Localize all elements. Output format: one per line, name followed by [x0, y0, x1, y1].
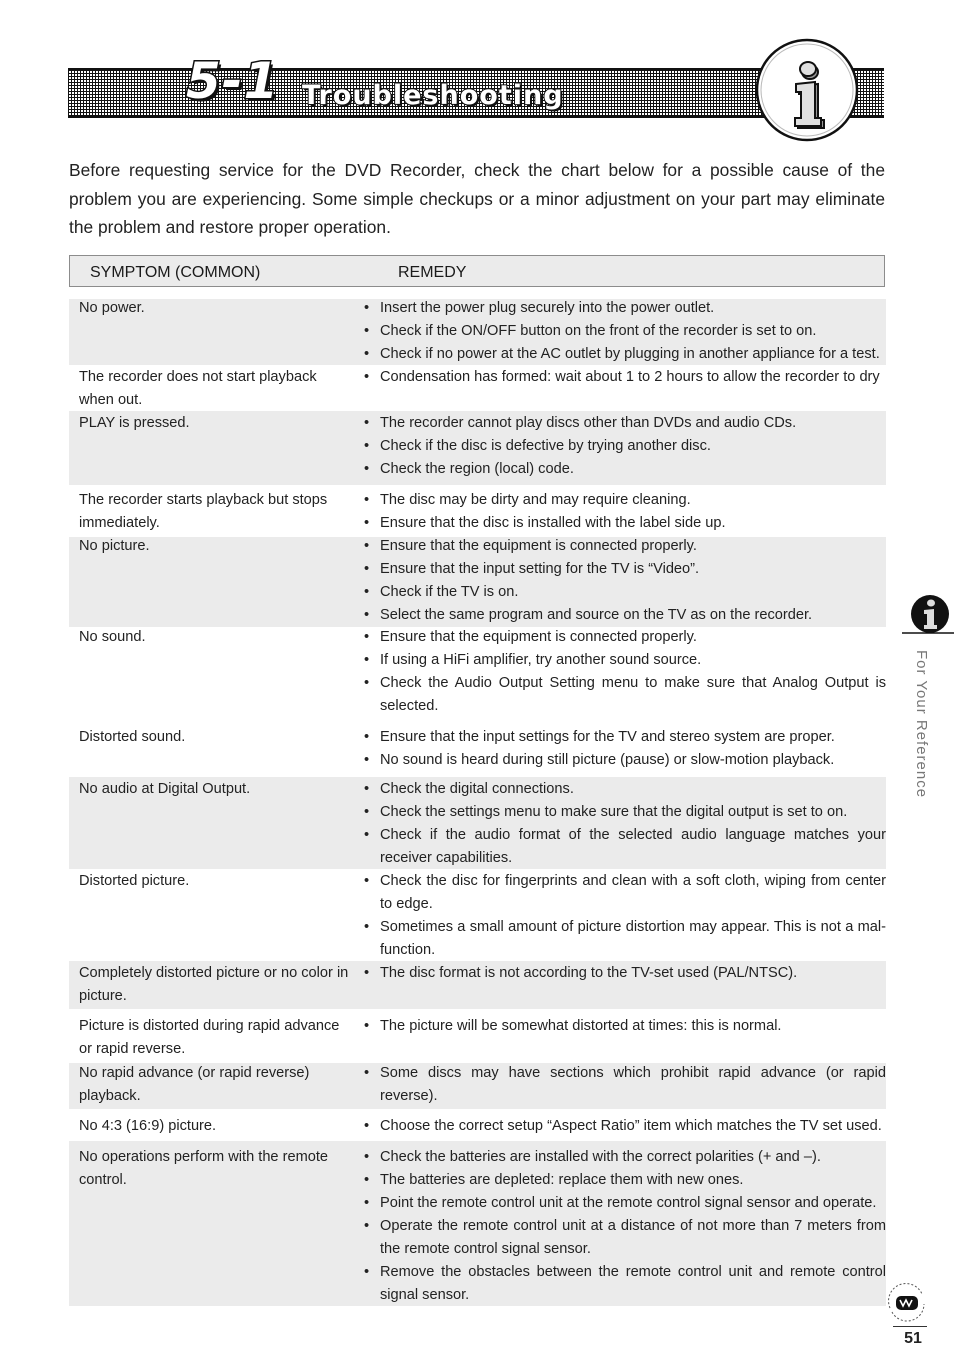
remedy-item: • Check if the ON/OFF button on the front of the recorder is set to on. — [362, 320, 886, 343]
symptom-cell: Picture is distorted during rapid advance or rapid reverse. — [79, 1018, 340, 1057]
remedy-item: • Operate the remote control unit at a distance of not more than 7 meters from the remote control signal sensor. — [362, 1215, 886, 1261]
remedy-cell — [362, 778, 886, 870]
symptom-cell: No operations perform with the remote control. — [79, 1149, 329, 1188]
remedy-column-header: REMEDY — [398, 264, 467, 281]
remedy-item: • Ensure that the input settings for the TV and stereo system are proper. — [362, 726, 886, 749]
remedy-cell — [362, 1015, 886, 1038]
remedy-cell — [362, 626, 886, 718]
symptom-cell: Distorted sound. — [79, 729, 186, 745]
remedy-cell — [362, 489, 886, 535]
remedy-cell — [362, 1146, 886, 1307]
remedy-item: • Check if the disc is defective by trying another disc. — [362, 435, 886, 458]
remedy-item: • The recorder cannot play discs other than DVDs and audio CDs. — [362, 412, 886, 435]
table-row — [69, 411, 886, 485]
symptom-cell: No picture. — [79, 538, 150, 554]
info-tab-icon — [902, 590, 954, 636]
symptom-cell: Distorted picture. — [79, 873, 190, 889]
remedy-item: • The disc may be dirty and may require cleaning. — [362, 489, 886, 512]
symptom-cell: No 4:3 (16:9) picture. — [79, 1118, 217, 1134]
remedy-item: • Check the batteries are installed with the correct polarities (+ and –). — [362, 1146, 886, 1169]
remedy-item: • Point the remote control unit at the remote control signal sensor and operate. — [362, 1192, 886, 1215]
table-row — [69, 537, 886, 627]
remedy-item: • Insert the power plug securely into the power outlet. — [362, 297, 886, 320]
remedy-item: • Ensure that the disc is installed with the label side up. — [362, 512, 886, 535]
symptom-cell: PLAY is pressed. — [79, 415, 190, 431]
remedy-cell — [362, 1115, 886, 1138]
symptom-cell: No rapid advance (or rapid reverse) playback. — [79, 1065, 310, 1104]
symptom-cell: Completely distorted picture or no color in picture. — [79, 965, 349, 1004]
table-row — [69, 869, 886, 961]
remedy-item: • Check the digital connections. — [362, 778, 886, 801]
remedy-item: • Check the settings menu to make sure that the digital output is set to on. — [362, 801, 886, 824]
remedy-item: • Sometimes a small amount of picture distortion may appear. This is not a mal- function. — [362, 916, 886, 962]
remedy-item: • Condensation has formed: wait about 1 to 2 hours to allow the recorder to dry — [362, 366, 886, 389]
remedy-item: • Check if the audio format of the selected audio language matches your receiver capabilities. — [362, 824, 886, 870]
remedy-item: • Ensure that the equipment is connected properly. — [362, 535, 886, 558]
remedy-item: • If using a HiFi amplifier, try another sound source. — [362, 649, 886, 672]
remedy-item: • Check the Audio Output Setting menu to make sure that Analog Output is selected. — [362, 672, 886, 718]
table-row — [69, 725, 886, 777]
symptom-cell: The recorder does not start playback when out. — [79, 369, 317, 408]
remedy-cell — [362, 726, 886, 772]
remedy-item: • Ensure that the input setting for the TV is “Video”. — [362, 558, 886, 581]
page-number-rule — [893, 1326, 927, 1327]
intro-paragraph: Before requesting service for the DVD Recorder, check the chart below for a possible cause of the problem you are experiencing. Some simple checkups or a minor adjustment on your part may eliminate the problem and restore proper operation. — [69, 160, 885, 237]
remedy-item: • Check the disc for fingerprints and clean with a soft cloth, wiping from center to edge. — [362, 870, 886, 916]
symptom-cell: No audio at Digital Output. — [79, 781, 251, 797]
table-row — [69, 1109, 886, 1141]
page-number: 51 — [904, 1330, 922, 1347]
remedy-item: • No sound is heard during still picture (pause) or slow-motion playback. — [362, 749, 886, 772]
remedy-item: • Check if no power at the AC outlet by plugging in another appliance for a test. — [362, 343, 886, 366]
symptom-cell: The recorder starts playback but stops immediately. — [79, 492, 328, 531]
remedy-item: • The batteries are depleted: replace them with new ones. — [362, 1169, 886, 1192]
remedy-cell — [362, 366, 886, 389]
section-title: Troubleshooting — [302, 80, 564, 111]
remedy-cell — [362, 870, 886, 962]
table-row — [69, 1063, 886, 1109]
symptom-cell: No power. — [79, 300, 145, 316]
remedy-item: • The picture will be somewhat distorted at times: this is normal. — [362, 1015, 886, 1038]
symptom-column-header: SYMPTOM (COMMON) — [90, 264, 261, 281]
remedy-cell — [362, 1062, 886, 1108]
symptom-cell: No sound. — [79, 629, 146, 645]
table-row — [69, 299, 886, 365]
remedy-item: • Ensure that the equipment is connected properly. — [362, 626, 886, 649]
remedy-cell — [362, 412, 886, 481]
remedy-item: • Remove the obstacles between the remote control unit and remote control signal sensor. — [362, 1261, 886, 1307]
remedy-cell — [362, 962, 886, 985]
table-row — [69, 777, 886, 869]
side-tab-label: For Your Reference — [913, 650, 930, 799]
remedy-item: • Some discs may have sections which prohibit rapid advance (or rapid reverse). — [362, 1062, 886, 1108]
section-number: 5-1 — [186, 52, 280, 110]
table-row — [69, 365, 886, 411]
remedy-item: • Check the region (local) code. — [362, 458, 886, 481]
remedy-item: • Check if the TV is on. — [362, 581, 886, 604]
table-row — [69, 627, 886, 725]
table-row — [69, 1141, 886, 1306]
dvd-rw-logo-icon — [880, 1278, 932, 1324]
table-row — [69, 961, 886, 1009]
table-row — [69, 1009, 886, 1063]
info-icon — [755, 38, 859, 142]
remedy-cell — [362, 297, 886, 366]
remedy-cell — [362, 535, 886, 627]
table-header — [69, 255, 885, 287]
remedy-item: • Choose the correct setup “Aspect Ratio” item which matches the TV set used. — [362, 1115, 886, 1138]
remedy-item: • The disc format is not according to the TV-set used (PAL/NTSC). — [362, 962, 886, 985]
table-row — [69, 485, 886, 537]
remedy-item: • Select the same program and source on the TV as on the recorder. — [362, 604, 886, 627]
